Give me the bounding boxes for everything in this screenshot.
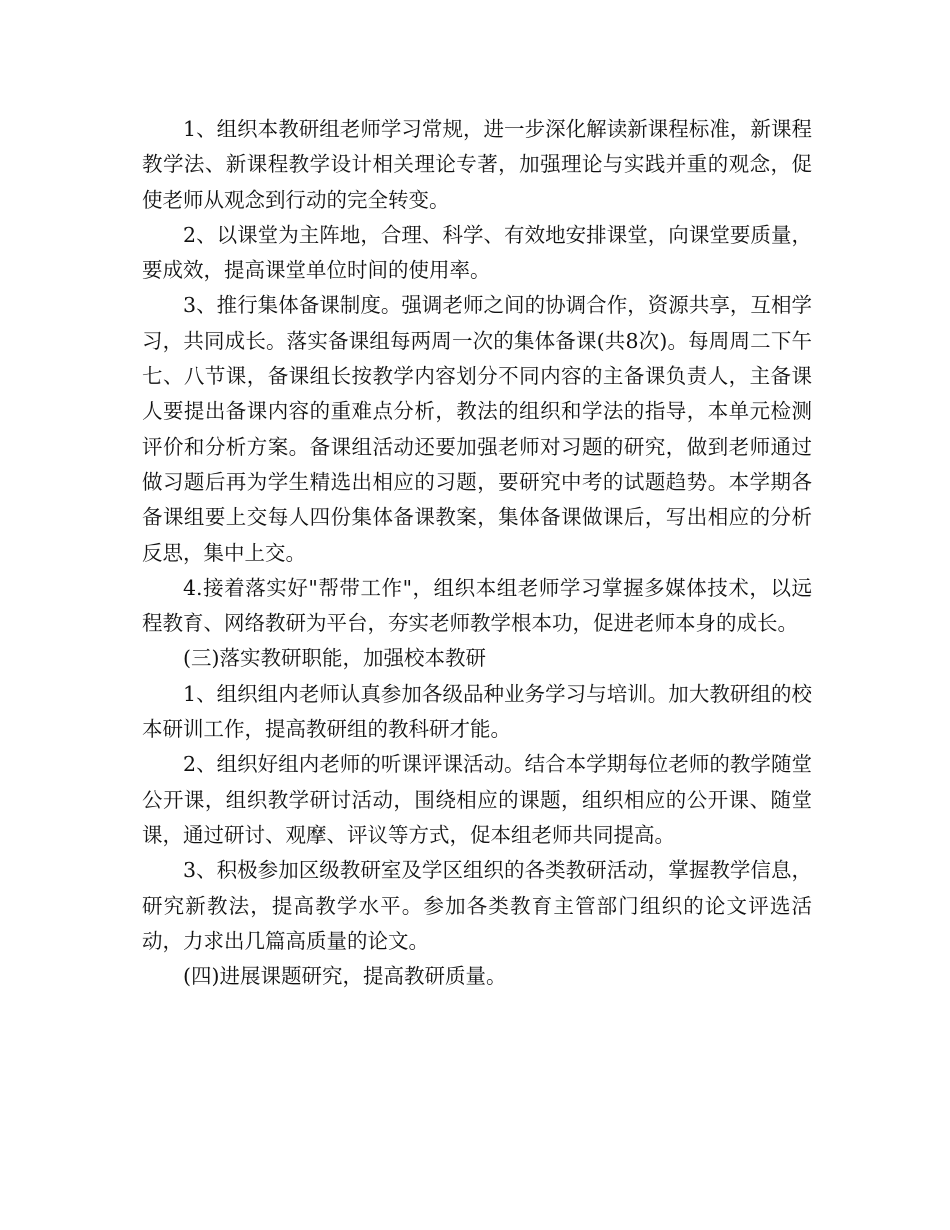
- paragraph-district-activities: 3、积极参加区级教研室及学区组织的各类教研活动，掌握教学信息，研究新教法，提高教学水平。参加各类教育主管部门组织的论文评选活动，力求出几篇高质量的论文。: [142, 858, 812, 953]
- document-body: [142, 112, 812, 994]
- paragraph-mentoring-work: 4.接着落实好"帮带工作"，组织本组老师学习掌握多媒体技术，以远程教育、网络教研为平台，夯实老师教学根本功，促进老师本身的成长。: [142, 575, 812, 636]
- paragraph-lesson-observation: 2、组织好组内老师的听课评课活动。结合本学期每位老师的教学随堂公开课，组织教学研讨活动，围绕相应的课题，组织相应的公开课、随堂课，通过研讨、观摩、评议等方式，促本组老师共同提高。: [142, 752, 812, 847]
- section-heading-topic-research: (四)进展课题研究，提高教研质量。: [183, 964, 507, 989]
- section-heading-school-research: (三)落实教研职能，加强校本教研: [183, 646, 486, 671]
- paragraph-classroom-focus: 2、以课堂为主阵地，合理、科学、有效地安排课堂，向课堂要质量，要成效，提高课堂单位时间的使用率。: [142, 222, 812, 283]
- paragraph-collective-lesson-prep: 3、推行集体备课制度。强调老师之间的协调合作，资源共享，互相学习，共同成长。落实备课组每两周一次的集体备课(共8次)。每周周二下午七、八节课，备课组长按教学内容划分不同内容的主备课负责人，主备课人要提出备课内容的重难点分析，教法的组织和学法的指导，本单元检测评价和分析方案。备课组活动还要加强老师对习题的研究，做到老师通过做习题后再为学生精选出相应的习题，要研究中考的试题趋势。本学期各备课组要上交每人四份集体备课教案，集体备课做课后，写出相应的分析反思，集中上交。: [142, 293, 812, 565]
- paragraph-study-routine: 1、组织本教研组老师学习常规，进一步深化解读新课程标准，新课程教学法、新课程教学设计相关理论专著，加强理论与实践并重的观念，促使老师从观念到行动的完全转变。: [142, 117, 812, 212]
- paragraph-training: 1、组织组内老师认真参加各级品种业务学习与培训。加大教研组的校本研训工作，提高教研组的教科研才能。: [142, 681, 812, 742]
